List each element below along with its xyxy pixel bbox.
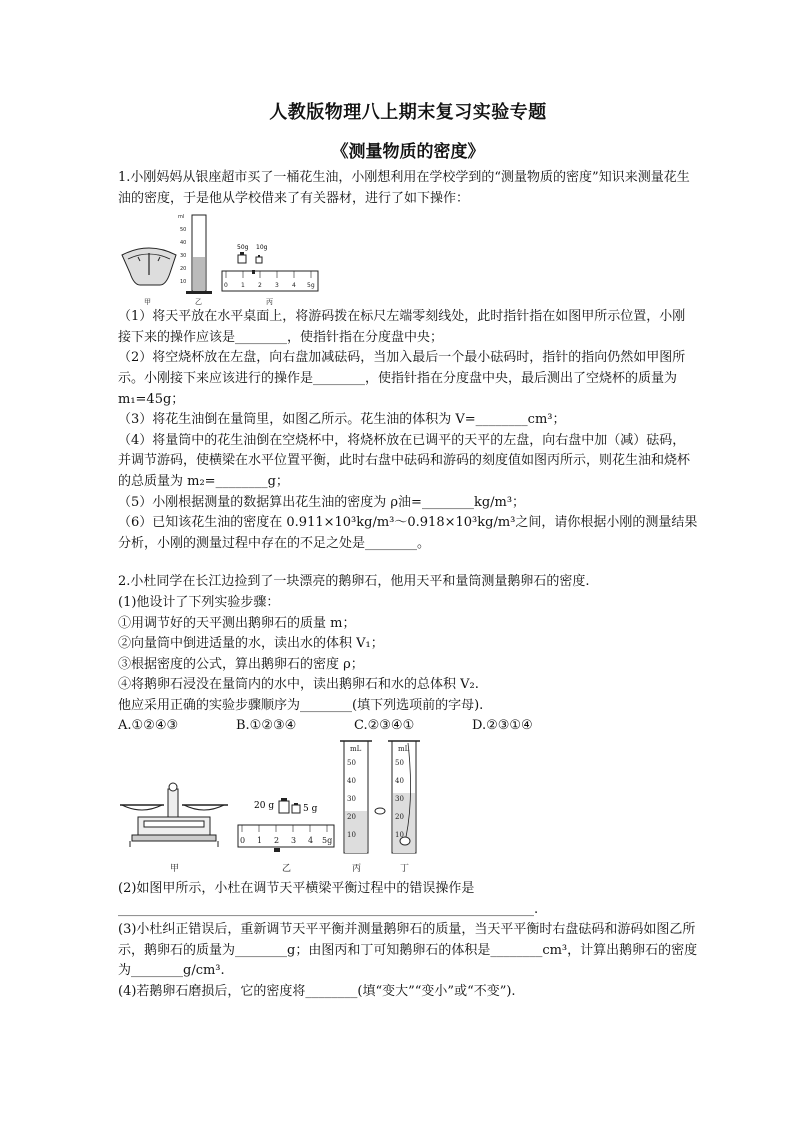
tick-label: 4 (308, 836, 314, 846)
tick-label: 40 (180, 240, 187, 247)
tick-label: 40 (395, 777, 404, 786)
q2-after: (3)小杜纠正错误后，重新调节天平平衡并测量鹅卵石的质量，当天平平衡时右盘砝码和游码如图乙所示，鹅卵石的质量为________g；由图丙和丁可知鹅卵石的体积是________cm³，计算出鹅卵石的密度为________g/cm³. (118, 922, 698, 979)
tick-label: 5g (307, 282, 315, 290)
q1-item: （3）将花生油倒在量筒里，如图乙所示。花生油的体积为 V=________cm³； (118, 412, 566, 428)
q2-option-d: D.②③①④ (472, 718, 533, 734)
tick-label: 40 (347, 777, 356, 786)
q1-label-yi: 乙 (195, 298, 202, 307)
tick-label: 20 (347, 813, 356, 822)
q2-line: (1)他设计了下列实验步骤： (118, 594, 280, 610)
q2-line: ②向量筒中倒进适量的水，读出水的体积 V₁； (118, 636, 384, 652)
q1-item: （5）小刚根据测量的数据算出花生油的密度为 ρ油=________kg/m³； (118, 494, 526, 510)
q2-label-ding: 丁 (400, 864, 410, 875)
tick-label: 4 (292, 282, 296, 290)
q2-fig-weights (254, 798, 318, 814)
cylinder-unit: mL (350, 745, 362, 754)
q2-label-yi: 乙 (282, 864, 292, 875)
tick-label: 2 (274, 836, 280, 846)
q1-item: （4）将量筒中的花生油倒在空烧杯中，将烧杯放在已调平的天平的左盘，向右盘中加（减）砝码，并调节游码，使横梁在水平位置平衡，此时右盘中砝码和游码的刻度值如图丙所示，则花生油和烧杯的总质量为 m₂=________g； (118, 432, 691, 489)
q1-item: （2）将空烧杯放在左盘，向右盘加减砝码，当加入最后一个最小砝码时，指针的指向仍然如甲图所示。小刚接下来应该进行的操作是________，使指针指在分度盘中央，最后测出了空烧杯的质量为 m₁=45g； (118, 350, 686, 407)
document-page (118, 100, 698, 1003)
q1-label-bing: 丙 (266, 298, 273, 307)
q1-fig-dial (122, 248, 176, 285)
q2-fig-cylinder-bing (340, 741, 385, 853)
tick-label: 0 (240, 836, 246, 846)
q1-cylinder-unit: ml (178, 214, 185, 221)
tick-label: 50 (395, 759, 404, 768)
tick-label: 1 (241, 282, 245, 290)
q1-fig-cylinder (178, 214, 212, 294)
q1-item: （6）已知该花生油的密度在 0.911×10³kg/m³～0.918×10³kg/m³之间，请你根据小刚的测量结果分析，小刚的测量过程中存在的不足之处是________。 (118, 515, 698, 551)
tick-label: 50 (180, 227, 187, 234)
q2-option-b: B.①②③④ (236, 718, 297, 734)
q2-intro: 2.小杜同学在长江边捡到了一块漂亮的鹅卵石，他用天平和量筒测量鹅卵石的密度. (118, 574, 590, 590)
tick-label: 10 (347, 831, 356, 840)
q2-fig-ruler (238, 825, 334, 852)
tick-label: 30 (347, 795, 356, 804)
q2-option-a: A.①②④③ (118, 718, 179, 734)
q2-after: (2)如图甲所示，小杜在调节天平横梁平衡过程中的错误操作是 (118, 881, 475, 897)
tick-label: 1 (257, 836, 263, 846)
q2-line: ①用调节好的天平测出鹅卵石的质量 m； (118, 615, 356, 631)
q2-fig-cylinder-ding (388, 741, 420, 853)
tick-label: 20 (180, 266, 187, 273)
tick-label: 2 (258, 282, 262, 290)
weight-label: 10g (256, 244, 268, 252)
tick-label: 5g (322, 836, 333, 846)
q1-label-jia: 甲 (144, 298, 151, 307)
tick-label: 0 (224, 282, 228, 290)
tick-label: 10 (395, 831, 404, 840)
cylinder-unit: mL (398, 745, 410, 754)
q1-figure (118, 209, 328, 307)
q2-option-c: C.②③④① (354, 718, 415, 734)
q2-after-blank: ________________________________________________________________. (118, 901, 539, 917)
tick-label: 20 (395, 813, 404, 822)
q2-label-bing: 丙 (352, 864, 362, 875)
tick-label: 10 (180, 279, 187, 286)
q1-intro: 1.小刚妈妈从银座超市买了一桶花生油，小刚想利用在学校学到的“测量物质的密度”知识来测量花生油的密度，于是他从学校借来了有关器材，进行了如下操作： (118, 170, 690, 206)
q1-fig-ruler (222, 270, 318, 291)
q1-fig-weights (237, 244, 268, 263)
q1-item: （1）将天平放在水平桌面上，将游码拨在标尺左端零刻线处，此时指针指在如图甲所示位置，小刚接下来的操作应该是________，使指针指在分度盘中央； (118, 309, 686, 345)
q2-fig-balance (120, 783, 228, 847)
weight-label: 20 g (254, 801, 275, 812)
tick-label: 3 (291, 836, 297, 846)
q2-line: ③根据密度的公式，算出鹅卵石的密度 ρ； (118, 656, 364, 672)
q2-after: (4)若鹅卵石磨损后，它的密度将________(填“变大”“变小”或“不变”). (118, 984, 516, 1000)
weight-label: 50g (237, 244, 249, 252)
q2-figure (118, 737, 428, 879)
tick-label: 3 (275, 282, 279, 290)
weight-label: 5 g (303, 804, 318, 815)
doc-subtitle: 《测量物质的密度》 (331, 142, 485, 162)
q2-options (118, 716, 698, 737)
tick-label: 50 (347, 759, 356, 768)
q2-line: 他应采用正确的实验步骤顺序为________(填下列选项前的字母). (118, 697, 484, 713)
doc-title: 人教版物理八上期末复习实验专题 (269, 102, 547, 123)
tick-label: 30 (180, 253, 187, 260)
q2-line: ④将鹅卵石浸没在量筒内的水中，读出鹅卵石和水的总体积 V₂. (118, 677, 479, 693)
q2-label-jia: 甲 (170, 864, 180, 875)
tick-label: 30 (395, 795, 404, 804)
